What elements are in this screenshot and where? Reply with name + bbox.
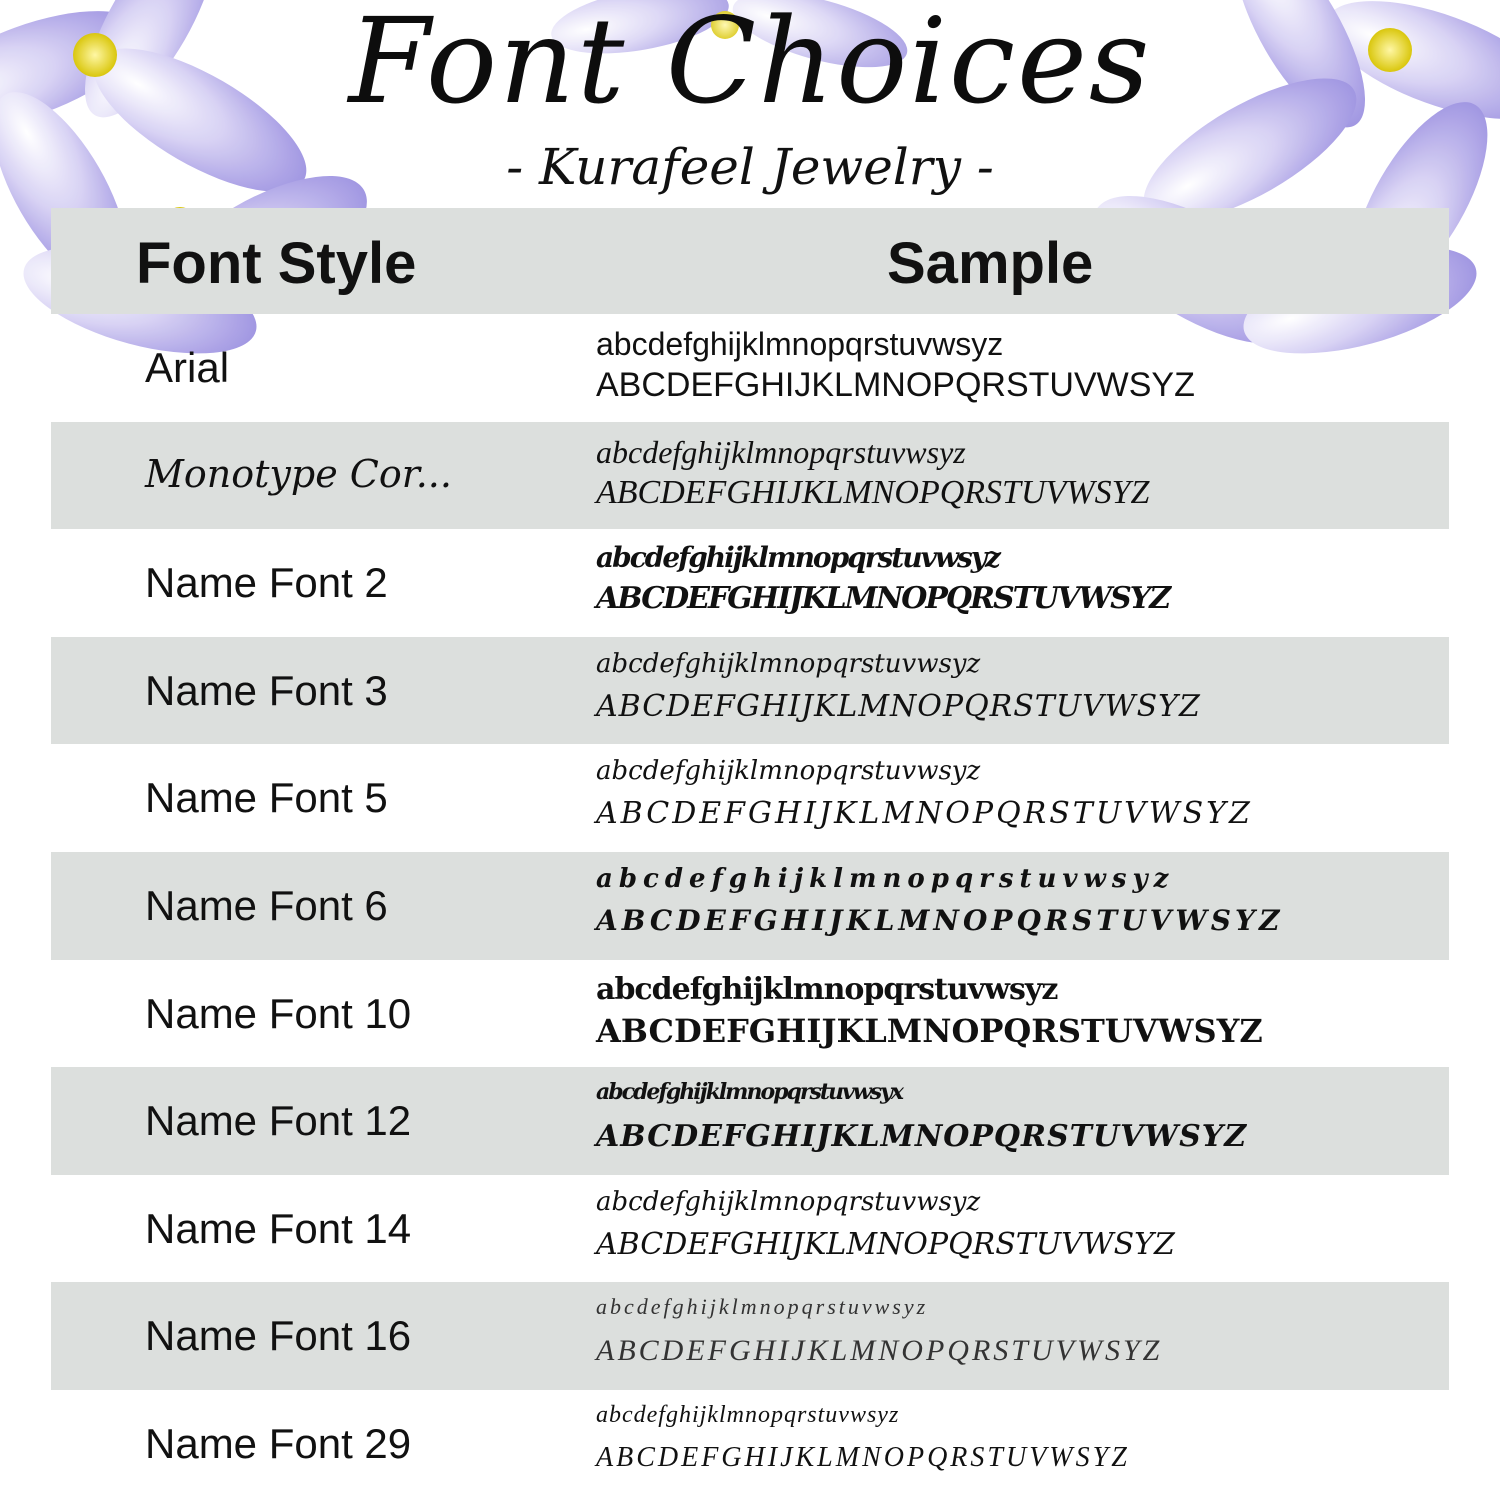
table-row: [51, 529, 1449, 637]
sample-lowercase: abcdefghijklmnopqrstuvwsyz: [596, 326, 1004, 362]
font-name: Name Font 29: [145, 1419, 412, 1467]
header-font-style: Font Style: [136, 231, 417, 296]
font-name: Monotype Cor...: [145, 451, 452, 496]
sample-lowercase: abcdefghijklmnopqrstuvwsyz: [596, 863, 1175, 894]
sample-uppercase: ABCDEFGHIJKLMNOPQRSTUVWSYZ: [596, 1119, 1248, 1155]
sample-uppercase: ABCDEFGHIJKLMNOPQRSTUVWSYZ: [596, 1011, 1263, 1050]
font-name: Name Font 2: [145, 559, 388, 607]
sample-uppercase: ABCDEFGHIJKLMNOPQRSTUVWSYZ: [596, 473, 1150, 511]
font-name: Name Font 14: [145, 1204, 412, 1252]
sample-lowercase: abcdefghijklmnopqrstuvwsyz: [596, 1294, 929, 1320]
font-name: Name Font 10: [145, 989, 412, 1037]
sample-lowercase: abcdefghijklmnopqrstuvwsyz: [596, 1186, 981, 1217]
table-row: [51, 637, 1449, 745]
sample-lowercase: abcdefghijklmnopqrstuvwsyz: [596, 433, 966, 470]
sample-uppercase: ABCDEFGHIJKLMNOPQRSTUVWSYZ: [596, 796, 1253, 832]
sample-uppercase: ABCDEFGHIJKLMNOPQRSTUVWSYZ: [596, 581, 1170, 617]
font-name: Arial: [145, 344, 230, 391]
table-row: [51, 852, 1449, 960]
table-header: [51, 208, 1449, 314]
table-row: [51, 1067, 1449, 1175]
page-subtitle: - Kurafeel Jewelry -: [506, 138, 994, 196]
sample-uppercase: ABCDEFGHIJKLMNOPQRSTUVWSYZ: [596, 366, 1195, 404]
font-name: Name Font 12: [145, 1097, 412, 1145]
table-row: [51, 960, 1449, 1068]
table-row: [51, 1175, 1449, 1283]
font-name: Name Font 3: [145, 666, 388, 714]
sample-lowercase: abcdefghijklmnopqrstuvwsyz: [596, 541, 999, 575]
table-row: [51, 744, 1449, 852]
sample-lowercase: abcdefghijklmnopqrstuvwsyx: [596, 1079, 903, 1106]
sample-uppercase: ABCDEFGHIJKLMNOPQRSTUVWSYZ: [596, 1226, 1175, 1262]
sample-uppercase: ABCDEFGHIJKLMNOPQRSTUVWSYZ: [596, 1334, 1163, 1368]
font-table: [51, 208, 1449, 1498]
sample-lowercase: abcdefghijklmnopqrstuvwsyz: [596, 756, 981, 787]
page-title: Font Choices: [348, 0, 1152, 130]
font-name: Name Font 5: [145, 774, 388, 822]
header-sample: Sample: [887, 231, 1094, 296]
sample-uppercase: ABCDEFGHIJKLMNOPQRSTUVWSYZ: [596, 1441, 1130, 1473]
table-row: [51, 1390, 1449, 1498]
font-name: Name Font 6: [145, 881, 388, 929]
sample-uppercase: ABCDEFGHIJKLMNOPQRSTUVWSYZ: [596, 688, 1201, 724]
sample-lowercase: abcdefghijklmnopqrstuvwsyz: [596, 1401, 900, 1428]
table-row: [51, 1282, 1449, 1390]
table-row: [51, 314, 1449, 422]
sample-lowercase: abcdefghijklmnopqrstuvwsyz: [596, 971, 1058, 1007]
font-name: Name Font 16: [145, 1312, 412, 1360]
table-row: [51, 422, 1449, 530]
sample-uppercase: ABCDEFGHIJKLMNOPQRSTUVWSYZ: [596, 903, 1284, 937]
sample-lowercase: abcdefghijklmnopqrstuvwsyz: [596, 648, 981, 679]
